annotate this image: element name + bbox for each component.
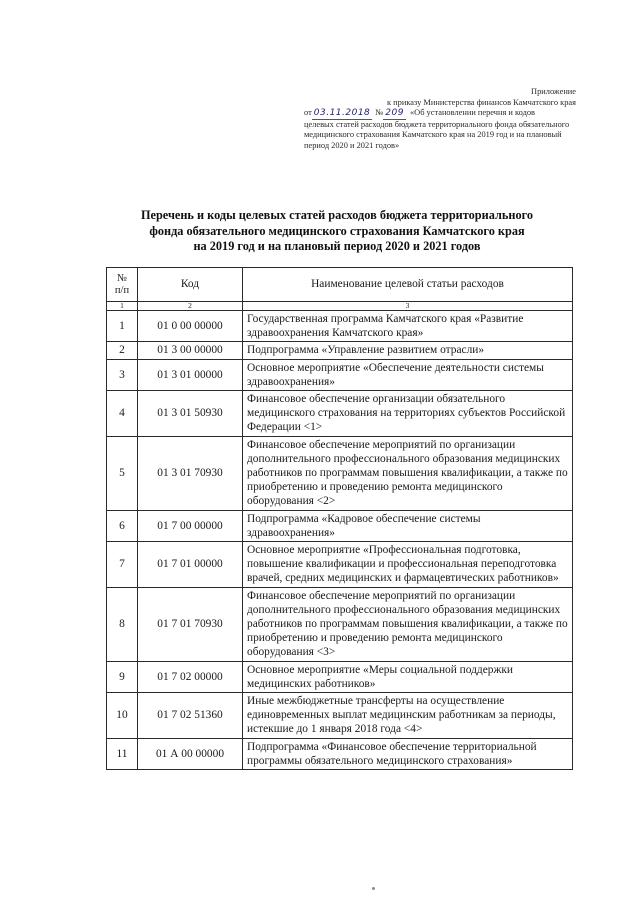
title-line-1: Перечень и коды целевых статей расходов бюджета территориального <box>140 208 534 222</box>
row-code: 01 А 00 00000 <box>138 738 243 769</box>
annex-order-number: 209 <box>385 108 404 119</box>
row-name: Иные межбюджетные трансферты на осуществление единовременных выплат медицинским работникам за периоды, истекшие до 1 января 2018 года <4> <box>243 693 573 739</box>
table-row <box>107 661 573 692</box>
row-number: 10 <box>107 693 138 739</box>
row-code: 01 7 02 00000 <box>138 661 243 692</box>
row-number: 7 <box>107 542 138 588</box>
expense-codes-table <box>106 267 573 770</box>
table-header-row <box>107 268 573 302</box>
table-row <box>107 693 573 739</box>
row-number: 6 <box>107 510 138 541</box>
row-code: 01 3 01 50930 <box>138 391 243 437</box>
document-title <box>104 208 570 255</box>
title-line-2: фонда обязательного медицинского страхования Камчатского края <box>149 223 525 238</box>
column-index-row <box>107 302 573 311</box>
annex-header <box>304 87 576 152</box>
row-code: 01 7 02 51360 <box>138 693 243 739</box>
row-number: 1 <box>107 311 138 342</box>
annex-order-date: 03.11.2018 <box>313 108 371 119</box>
annex-from-label: от <box>304 108 312 118</box>
row-code: 01 3 00 00000 <box>138 342 243 359</box>
annex-subject-first: «Об установлении перечня и кодов <box>409 108 535 118</box>
annex-subject-rest: целевых статей расходов бюджета территориального фонда обязательного медицинского страхования Камчатского края на 2019 год и на плановый период 2020 и 2021 годов» <box>304 119 570 150</box>
row-code: 01 7 01 00000 <box>138 542 243 588</box>
row-code: 01 0 00 00000 <box>138 311 243 342</box>
row-name: Подпрограмма «Кадровое обеспечение системы здравоохранения» <box>243 510 573 541</box>
row-number: 9 <box>107 661 138 692</box>
column-index: 1 <box>107 302 138 311</box>
column-index: 3 <box>243 302 573 311</box>
scan-speck <box>372 887 375 890</box>
table-row <box>107 342 573 359</box>
annex-order-line: к приказу Министерства финансов Камчатского края <box>387 97 576 107</box>
row-name: Основное мероприятие «Обеспечение деятельности системы здравоохранения» <box>243 359 573 390</box>
header-code: Код <box>138 268 243 302</box>
row-number: 8 <box>107 587 138 661</box>
row-name: Основное мероприятие «Меры социальной поддержки медицинских работников» <box>243 661 573 692</box>
annex-title: Приложение <box>531 87 576 96</box>
row-name: Подпрограмма «Управление развитием отрасли» <box>243 342 573 359</box>
title-line-3: на 2019 год и на плановый период 2020 и 2021 годов <box>193 239 481 254</box>
row-code: 01 7 00 00000 <box>138 510 243 541</box>
table-row <box>107 311 573 342</box>
column-index: 2 <box>138 302 243 311</box>
row-name: Подпрограмма «Финансовое обеспечение территориальной программы обязательного медицинского страхования» <box>243 738 573 769</box>
table-row <box>107 510 573 541</box>
header-number: № п/п <box>107 268 138 302</box>
row-code: 01 7 01 70930 <box>138 587 243 661</box>
annex-order-reference <box>304 108 576 120</box>
row-name: Финансовое обеспечение мероприятий по организации дополнительного профессионального образования медицинских работников по программам повышения квалификации, а также по приобретению и проведению ремонта медицинского оборудования <3> <box>243 587 573 661</box>
row-number: 2 <box>107 342 138 359</box>
row-number: 4 <box>107 391 138 437</box>
table-row <box>107 587 573 661</box>
annex-number-label: № <box>375 108 384 118</box>
row-name: Финансовое обеспечение организации обязательного медицинского страхования на территориях субъектов Российской Федерации <1> <box>243 391 573 437</box>
row-name: Государственная программа Камчатского края «Развитие здравоохранения Камчатского края» <box>243 311 573 342</box>
row-number: 5 <box>107 436 138 510</box>
table-row <box>107 436 573 510</box>
row-name: Финансовое обеспечение мероприятий по организации дополнительного профессионального образования медицинских работников по программам повышения квалификации, а также по приобретению и проведению ремонта медицинского оборудования <2> <box>243 436 573 510</box>
row-number: 3 <box>107 359 138 390</box>
row-number: 11 <box>107 738 138 769</box>
table-row <box>107 359 573 390</box>
table-row <box>107 542 573 588</box>
table-row <box>107 391 573 437</box>
row-code: 01 3 01 70930 <box>138 436 243 510</box>
header-name: Наименование целевой статьи расходов <box>243 268 573 302</box>
row-code: 01 3 01 00000 <box>138 359 243 390</box>
row-name: Основное мероприятие «Профессиональная подготовка, повышение квалификации и профессиональная переподготовка врачей, средних медицинских и фармацевтических работников» <box>243 542 573 588</box>
table-row <box>107 738 573 769</box>
